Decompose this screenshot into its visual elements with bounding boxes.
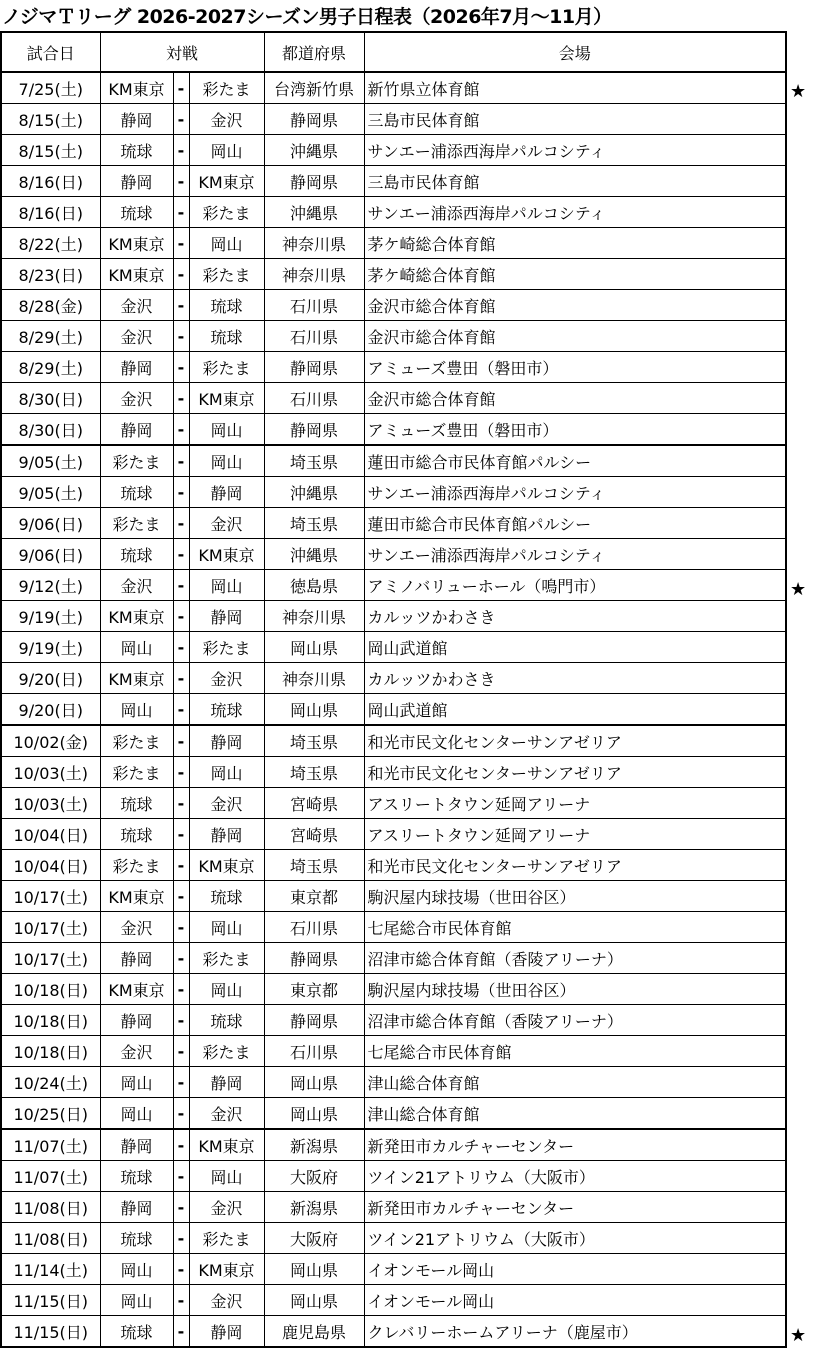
venue: アスリートタウン延岡アリーナ bbox=[364, 819, 786, 850]
table-row bbox=[1, 974, 786, 1005]
prefecture: 岡山県 bbox=[264, 632, 364, 663]
venue: イオンモール岡山 bbox=[364, 1254, 786, 1285]
venue: 金沢市総合体育館 bbox=[364, 290, 786, 321]
prefecture: 宮崎県 bbox=[264, 788, 364, 819]
home-team: 琉球 bbox=[100, 788, 173, 819]
away-team: 彩たま bbox=[189, 632, 264, 663]
away-team: 岡山 bbox=[189, 912, 264, 943]
away-team: 静岡 bbox=[189, 1316, 264, 1348]
vs-dash: - bbox=[173, 290, 189, 321]
vs-dash: - bbox=[173, 1098, 189, 1130]
away-team: KM東京 bbox=[189, 1254, 264, 1285]
home-team: 彩たま bbox=[100, 725, 173, 757]
table-row bbox=[1, 166, 786, 197]
away-team: 琉球 bbox=[189, 1005, 264, 1036]
venue: ツイン21アトリウム（大阪市） bbox=[364, 1161, 786, 1192]
away-team: 彩たま bbox=[189, 259, 264, 290]
home-team: 岡山 bbox=[100, 1098, 173, 1130]
table-row bbox=[1, 757, 786, 788]
table-row bbox=[1, 1161, 786, 1192]
prefecture: 石川県 bbox=[264, 290, 364, 321]
table-row bbox=[1, 72, 786, 104]
match-date: 9/12(土) bbox=[1, 570, 100, 601]
vs-dash: - bbox=[173, 1254, 189, 1285]
home-team: 金沢 bbox=[100, 570, 173, 601]
table-row bbox=[1, 414, 786, 446]
prefecture: 台湾新竹県 bbox=[264, 72, 364, 104]
match-date: 10/03(土) bbox=[1, 757, 100, 788]
prefecture: 徳島県 bbox=[264, 570, 364, 601]
prefecture: 石川県 bbox=[264, 321, 364, 352]
home-team: 彩たま bbox=[100, 445, 173, 477]
home-team: 静岡 bbox=[100, 414, 173, 446]
prefecture: 東京都 bbox=[264, 974, 364, 1005]
match-date: 11/08(日) bbox=[1, 1223, 100, 1254]
away-team: KM東京 bbox=[189, 166, 264, 197]
venue: 和光市民文化センターサンアゼリア bbox=[364, 850, 786, 881]
prefecture: 神奈川県 bbox=[264, 228, 364, 259]
home-team: KM東京 bbox=[100, 72, 173, 104]
home-team: KM東京 bbox=[100, 601, 173, 632]
match-date: 8/22(土) bbox=[1, 228, 100, 259]
prefecture: 神奈川県 bbox=[264, 259, 364, 290]
prefecture: 東京都 bbox=[264, 881, 364, 912]
prefecture: 埼玉県 bbox=[264, 757, 364, 788]
home-team: KM東京 bbox=[100, 881, 173, 912]
vs-dash: - bbox=[173, 1036, 189, 1067]
match-date: 9/06(日) bbox=[1, 539, 100, 570]
table-row bbox=[1, 508, 786, 539]
away-team: 静岡 bbox=[189, 819, 264, 850]
home-team: KM東京 bbox=[100, 974, 173, 1005]
away-team: 岡山 bbox=[189, 974, 264, 1005]
venue: 沼津市総合体育館（香陵アリーナ） bbox=[364, 1005, 786, 1036]
away-team: KM東京 bbox=[189, 850, 264, 881]
table-row bbox=[1, 1254, 786, 1285]
vs-dash: - bbox=[173, 850, 189, 881]
vs-dash: - bbox=[173, 508, 189, 539]
table-row bbox=[1, 321, 786, 352]
match-date: 10/02(金) bbox=[1, 725, 100, 757]
home-team: 岡山 bbox=[100, 632, 173, 663]
prefecture: 新潟県 bbox=[264, 1192, 364, 1223]
table-row bbox=[1, 881, 786, 912]
away-team: 岡山 bbox=[189, 757, 264, 788]
vs-dash: - bbox=[173, 414, 189, 446]
vs-dash: - bbox=[173, 477, 189, 508]
match-date: 8/29(土) bbox=[1, 352, 100, 383]
match-date: 9/05(土) bbox=[1, 445, 100, 477]
vs-dash: - bbox=[173, 1129, 189, 1161]
venue: 岡山武道館 bbox=[364, 694, 786, 726]
home-team: 静岡 bbox=[100, 1129, 173, 1161]
home-team: 岡山 bbox=[100, 1285, 173, 1316]
home-team: 彩たま bbox=[100, 508, 173, 539]
match-date: 10/18(日) bbox=[1, 1036, 100, 1067]
venue: アミューズ豊田（磐田市） bbox=[364, 352, 786, 383]
table-row bbox=[1, 259, 786, 290]
home-team: 静岡 bbox=[100, 1192, 173, 1223]
away-team: 彩たま bbox=[189, 72, 264, 104]
match-date: 8/30(日) bbox=[1, 414, 100, 446]
prefecture: 石川県 bbox=[264, 912, 364, 943]
home-team: 琉球 bbox=[100, 135, 173, 166]
table-row bbox=[1, 197, 786, 228]
venue: 三島市民体育館 bbox=[364, 166, 786, 197]
match-date: 11/15(日) bbox=[1, 1285, 100, 1316]
match-date: 8/23(日) bbox=[1, 259, 100, 290]
match-date: 8/15(土) bbox=[1, 135, 100, 166]
home-team: 岡山 bbox=[100, 694, 173, 726]
match-date: 8/16(日) bbox=[1, 166, 100, 197]
vs-dash: - bbox=[173, 1067, 189, 1098]
prefecture: 埼玉県 bbox=[264, 445, 364, 477]
prefecture: 岡山県 bbox=[264, 1098, 364, 1130]
venue: アスリートタウン延岡アリーナ bbox=[364, 788, 786, 819]
prefecture: 静岡県 bbox=[264, 943, 364, 974]
table-row bbox=[1, 1005, 786, 1036]
away-team: 岡山 bbox=[189, 414, 264, 446]
vs-dash: - bbox=[173, 1316, 189, 1348]
match-date: 11/07(土) bbox=[1, 1161, 100, 1192]
match-date: 8/28(金) bbox=[1, 290, 100, 321]
away-team: 金沢 bbox=[189, 1285, 264, 1316]
prefecture: 石川県 bbox=[264, 1036, 364, 1067]
table-row bbox=[1, 912, 786, 943]
table-row bbox=[1, 290, 786, 321]
vs-dash: - bbox=[173, 259, 189, 290]
table-row bbox=[1, 725, 786, 757]
home-team: 金沢 bbox=[100, 383, 173, 414]
venue: ツイン21アトリウム（大阪市） bbox=[364, 1223, 786, 1254]
vs-dash: - bbox=[173, 694, 189, 726]
match-date: 9/20(日) bbox=[1, 663, 100, 694]
vs-dash: - bbox=[173, 788, 189, 819]
away-team: 金沢 bbox=[189, 1192, 264, 1223]
vs-dash: - bbox=[173, 912, 189, 943]
prefecture: 神奈川県 bbox=[264, 601, 364, 632]
away-team: 金沢 bbox=[189, 508, 264, 539]
table-row bbox=[1, 1223, 786, 1254]
prefecture: 静岡県 bbox=[264, 104, 364, 135]
venue: 金沢市総合体育館 bbox=[364, 321, 786, 352]
prefecture: 静岡県 bbox=[264, 352, 364, 383]
vs-dash: - bbox=[173, 1285, 189, 1316]
vs-dash: - bbox=[173, 819, 189, 850]
table-row bbox=[1, 1129, 786, 1161]
vs-dash: - bbox=[173, 725, 189, 757]
header-match: 対戦 bbox=[100, 32, 264, 72]
venue: サンエー浦添西海岸パルコシティ bbox=[364, 197, 786, 228]
prefecture: 石川県 bbox=[264, 383, 364, 414]
home-team: 彩たま bbox=[100, 850, 173, 881]
vs-dash: - bbox=[173, 104, 189, 135]
match-date: 8/15(土) bbox=[1, 104, 100, 135]
home-team: 岡山 bbox=[100, 1067, 173, 1098]
away-team: 琉球 bbox=[189, 694, 264, 726]
table-row bbox=[1, 1285, 786, 1316]
prefecture: 埼玉県 bbox=[264, 508, 364, 539]
home-team: 静岡 bbox=[100, 166, 173, 197]
table-row bbox=[1, 383, 786, 414]
prefecture: 岡山県 bbox=[264, 1254, 364, 1285]
venue: アミューズ豊田（磐田市） bbox=[364, 414, 786, 446]
table-row bbox=[1, 663, 786, 694]
vs-dash: - bbox=[173, 1161, 189, 1192]
match-date: 9/19(土) bbox=[1, 632, 100, 663]
venue: 駒沢屋内球技場（世田谷区） bbox=[364, 881, 786, 912]
table-row bbox=[1, 1098, 786, 1130]
venue: 岡山武道館 bbox=[364, 632, 786, 663]
home-team: 琉球 bbox=[100, 819, 173, 850]
venue: 新発田市カルチャーセンター bbox=[364, 1129, 786, 1161]
home-team: 静岡 bbox=[100, 1005, 173, 1036]
prefecture: 新潟県 bbox=[264, 1129, 364, 1161]
match-date: 8/29(土) bbox=[1, 321, 100, 352]
away-team: 岡山 bbox=[189, 135, 264, 166]
table-row bbox=[1, 601, 786, 632]
venue: 蓮田市総合市民体育館パルシー bbox=[364, 508, 786, 539]
prefecture: 大阪府 bbox=[264, 1223, 364, 1254]
vs-dash: - bbox=[173, 663, 189, 694]
away-team: 彩たま bbox=[189, 1223, 264, 1254]
away-team: 静岡 bbox=[189, 601, 264, 632]
away-team: 金沢 bbox=[189, 663, 264, 694]
venue: クレバリーホームアリーナ（鹿屋市） bbox=[364, 1316, 786, 1348]
prefecture: 埼玉県 bbox=[264, 850, 364, 881]
venue: サンエー浦添西海岸パルコシティ bbox=[364, 539, 786, 570]
venue: 駒沢屋内球技場（世田谷区） bbox=[364, 974, 786, 1005]
home-team: KM東京 bbox=[100, 259, 173, 290]
home-team: 岡山 bbox=[100, 1254, 173, 1285]
venue: 津山総合体育館 bbox=[364, 1098, 786, 1130]
vs-dash: - bbox=[173, 943, 189, 974]
home-team: KM東京 bbox=[100, 663, 173, 694]
vs-dash: - bbox=[173, 135, 189, 166]
match-date: 9/06(日) bbox=[1, 508, 100, 539]
vs-dash: - bbox=[173, 539, 189, 570]
prefecture: 沖縄県 bbox=[264, 539, 364, 570]
venue: イオンモール岡山 bbox=[364, 1285, 786, 1316]
home-team: 彩たま bbox=[100, 757, 173, 788]
match-date: 9/05(土) bbox=[1, 477, 100, 508]
venue: サンエー浦添西海岸パルコシティ bbox=[364, 477, 786, 508]
away-team: 岡山 bbox=[189, 228, 264, 259]
match-date: 9/19(土) bbox=[1, 601, 100, 632]
match-date: 10/04(日) bbox=[1, 819, 100, 850]
vs-dash: - bbox=[173, 352, 189, 383]
home-team: 琉球 bbox=[100, 1316, 173, 1348]
table-row bbox=[1, 570, 786, 601]
away-team: 金沢 bbox=[189, 104, 264, 135]
match-date: 8/30(日) bbox=[1, 383, 100, 414]
away-team: 岡山 bbox=[189, 445, 264, 477]
table-row bbox=[1, 850, 786, 881]
venue: カルッツかわさき bbox=[364, 663, 786, 694]
prefecture: 大阪府 bbox=[264, 1161, 364, 1192]
venue: 七尾総合市民体育館 bbox=[364, 912, 786, 943]
away-team: 彩たま bbox=[189, 1036, 264, 1067]
star-icon: ★ bbox=[790, 81, 807, 102]
match-date: 11/07(土) bbox=[1, 1129, 100, 1161]
match-date: 10/17(土) bbox=[1, 943, 100, 974]
match-date: 7/25(土) bbox=[1, 72, 100, 104]
match-date: 10/17(土) bbox=[1, 881, 100, 912]
match-date: 11/14(土) bbox=[1, 1254, 100, 1285]
match-date: 10/03(土) bbox=[1, 788, 100, 819]
venue: 和光市民文化センターサンアゼリア bbox=[364, 725, 786, 757]
table-row bbox=[1, 104, 786, 135]
away-team: 静岡 bbox=[189, 1067, 264, 1098]
venue: サンエー浦添西海岸パルコシティ bbox=[364, 135, 786, 166]
table-row bbox=[1, 694, 786, 726]
match-date: 10/25(日) bbox=[1, 1098, 100, 1130]
vs-dash: - bbox=[173, 881, 189, 912]
away-team: 彩たま bbox=[189, 352, 264, 383]
vs-dash: - bbox=[173, 974, 189, 1005]
prefecture: 埼玉県 bbox=[264, 725, 364, 757]
table-row bbox=[1, 632, 786, 663]
away-team: 琉球 bbox=[189, 881, 264, 912]
home-team: 静岡 bbox=[100, 104, 173, 135]
table-row bbox=[1, 788, 786, 819]
match-date: 10/18(日) bbox=[1, 1005, 100, 1036]
table-row bbox=[1, 445, 786, 477]
home-team: 琉球 bbox=[100, 539, 173, 570]
vs-dash: - bbox=[173, 570, 189, 601]
table-row bbox=[1, 1192, 786, 1223]
vs-dash: - bbox=[173, 197, 189, 228]
home-team: 金沢 bbox=[100, 912, 173, 943]
prefecture: 神奈川県 bbox=[264, 663, 364, 694]
venue: 蓮田市総合市民体育館パルシー bbox=[364, 445, 786, 477]
venue: 新発田市カルチャーセンター bbox=[364, 1192, 786, 1223]
venue: 沼津市総合体育館（香陵アリーナ） bbox=[364, 943, 786, 974]
header-row bbox=[1, 32, 786, 72]
table-row bbox=[1, 819, 786, 850]
match-date: 11/15(日) bbox=[1, 1316, 100, 1348]
home-team: 琉球 bbox=[100, 1161, 173, 1192]
home-team: KM東京 bbox=[100, 228, 173, 259]
table-row bbox=[1, 539, 786, 570]
away-team: 静岡 bbox=[189, 477, 264, 508]
away-team: KM東京 bbox=[189, 539, 264, 570]
away-team: 琉球 bbox=[189, 321, 264, 352]
match-date: 10/24(土) bbox=[1, 1067, 100, 1098]
table-row bbox=[1, 228, 786, 259]
venue: 新竹県立体育館 bbox=[364, 72, 786, 104]
venue: 金沢市総合体育館 bbox=[364, 383, 786, 414]
venue: 三島市民体育館 bbox=[364, 104, 786, 135]
schedule-table bbox=[0, 31, 787, 1348]
vs-dash: - bbox=[173, 166, 189, 197]
venue: 和光市民文化センターサンアゼリア bbox=[364, 757, 786, 788]
home-team: 金沢 bbox=[100, 290, 173, 321]
vs-dash: - bbox=[173, 445, 189, 477]
home-team: 琉球 bbox=[100, 197, 173, 228]
match-date: 11/08(日) bbox=[1, 1192, 100, 1223]
prefecture: 岡山県 bbox=[264, 694, 364, 726]
venue: 茅ケ崎総合体育館 bbox=[364, 259, 786, 290]
table-row bbox=[1, 1067, 786, 1098]
vs-dash: - bbox=[173, 1005, 189, 1036]
home-team: 静岡 bbox=[100, 352, 173, 383]
prefecture: 沖縄県 bbox=[264, 135, 364, 166]
home-team: 静岡 bbox=[100, 943, 173, 974]
match-date: 10/04(日) bbox=[1, 850, 100, 881]
venue: 七尾総合市民体育館 bbox=[364, 1036, 786, 1067]
page-title: ノジマＴリーグ 2026-2027シーズン男子日程表（2026年7月～11月） bbox=[2, 6, 612, 28]
home-team: 琉球 bbox=[100, 477, 173, 508]
match-date: 9/20(日) bbox=[1, 694, 100, 726]
away-team: 彩たま bbox=[189, 943, 264, 974]
venue: カルッツかわさき bbox=[364, 601, 786, 632]
prefecture: 岡山県 bbox=[264, 1067, 364, 1098]
star-icon: ★ bbox=[790, 1325, 807, 1346]
prefecture: 沖縄県 bbox=[264, 197, 364, 228]
away-team: 金沢 bbox=[189, 1098, 264, 1130]
vs-dash: - bbox=[173, 601, 189, 632]
vs-dash: - bbox=[173, 632, 189, 663]
header-venue: 会場 bbox=[364, 32, 786, 72]
vs-dash: - bbox=[173, 1223, 189, 1254]
prefecture: 静岡県 bbox=[264, 166, 364, 197]
vs-dash: - bbox=[173, 757, 189, 788]
away-team: KM東京 bbox=[189, 383, 264, 414]
away-team: KM東京 bbox=[189, 1129, 264, 1161]
prefecture: 宮崎県 bbox=[264, 819, 364, 850]
away-team: 金沢 bbox=[189, 788, 264, 819]
vs-dash: - bbox=[173, 228, 189, 259]
prefecture: 鹿児島県 bbox=[264, 1316, 364, 1348]
match-date: 10/17(土) bbox=[1, 912, 100, 943]
away-team: 静岡 bbox=[189, 725, 264, 757]
vs-dash: - bbox=[173, 321, 189, 352]
away-team: 岡山 bbox=[189, 1161, 264, 1192]
prefecture: 静岡県 bbox=[264, 414, 364, 446]
table-row bbox=[1, 477, 786, 508]
table-row bbox=[1, 1036, 786, 1067]
away-team: 彩たま bbox=[189, 197, 264, 228]
match-date: 10/18(日) bbox=[1, 974, 100, 1005]
away-team: 琉球 bbox=[189, 290, 264, 321]
venue: 津山総合体育館 bbox=[364, 1067, 786, 1098]
prefecture: 岡山県 bbox=[264, 1285, 364, 1316]
venue: 茅ケ崎総合体育館 bbox=[364, 228, 786, 259]
table-row bbox=[1, 135, 786, 166]
star-icon: ★ bbox=[790, 578, 807, 600]
vs-dash: - bbox=[173, 72, 189, 104]
prefecture: 沖縄県 bbox=[264, 477, 364, 508]
match-date: 8/16(日) bbox=[1, 197, 100, 228]
table-row bbox=[1, 352, 786, 383]
away-team: 岡山 bbox=[189, 570, 264, 601]
home-team: 金沢 bbox=[100, 321, 173, 352]
vs-dash: - bbox=[173, 383, 189, 414]
prefecture: 静岡県 bbox=[264, 1005, 364, 1036]
table-row bbox=[1, 1316, 786, 1348]
home-team: 琉球 bbox=[100, 1223, 173, 1254]
vs-dash: - bbox=[173, 1192, 189, 1223]
home-team: 金沢 bbox=[100, 1036, 173, 1067]
header-prefecture: 都道府県 bbox=[264, 32, 364, 72]
venue: アミノバリューホール（鳴門市） bbox=[364, 570, 786, 601]
table-row bbox=[1, 943, 786, 974]
header-date: 試合日 bbox=[1, 32, 100, 72]
